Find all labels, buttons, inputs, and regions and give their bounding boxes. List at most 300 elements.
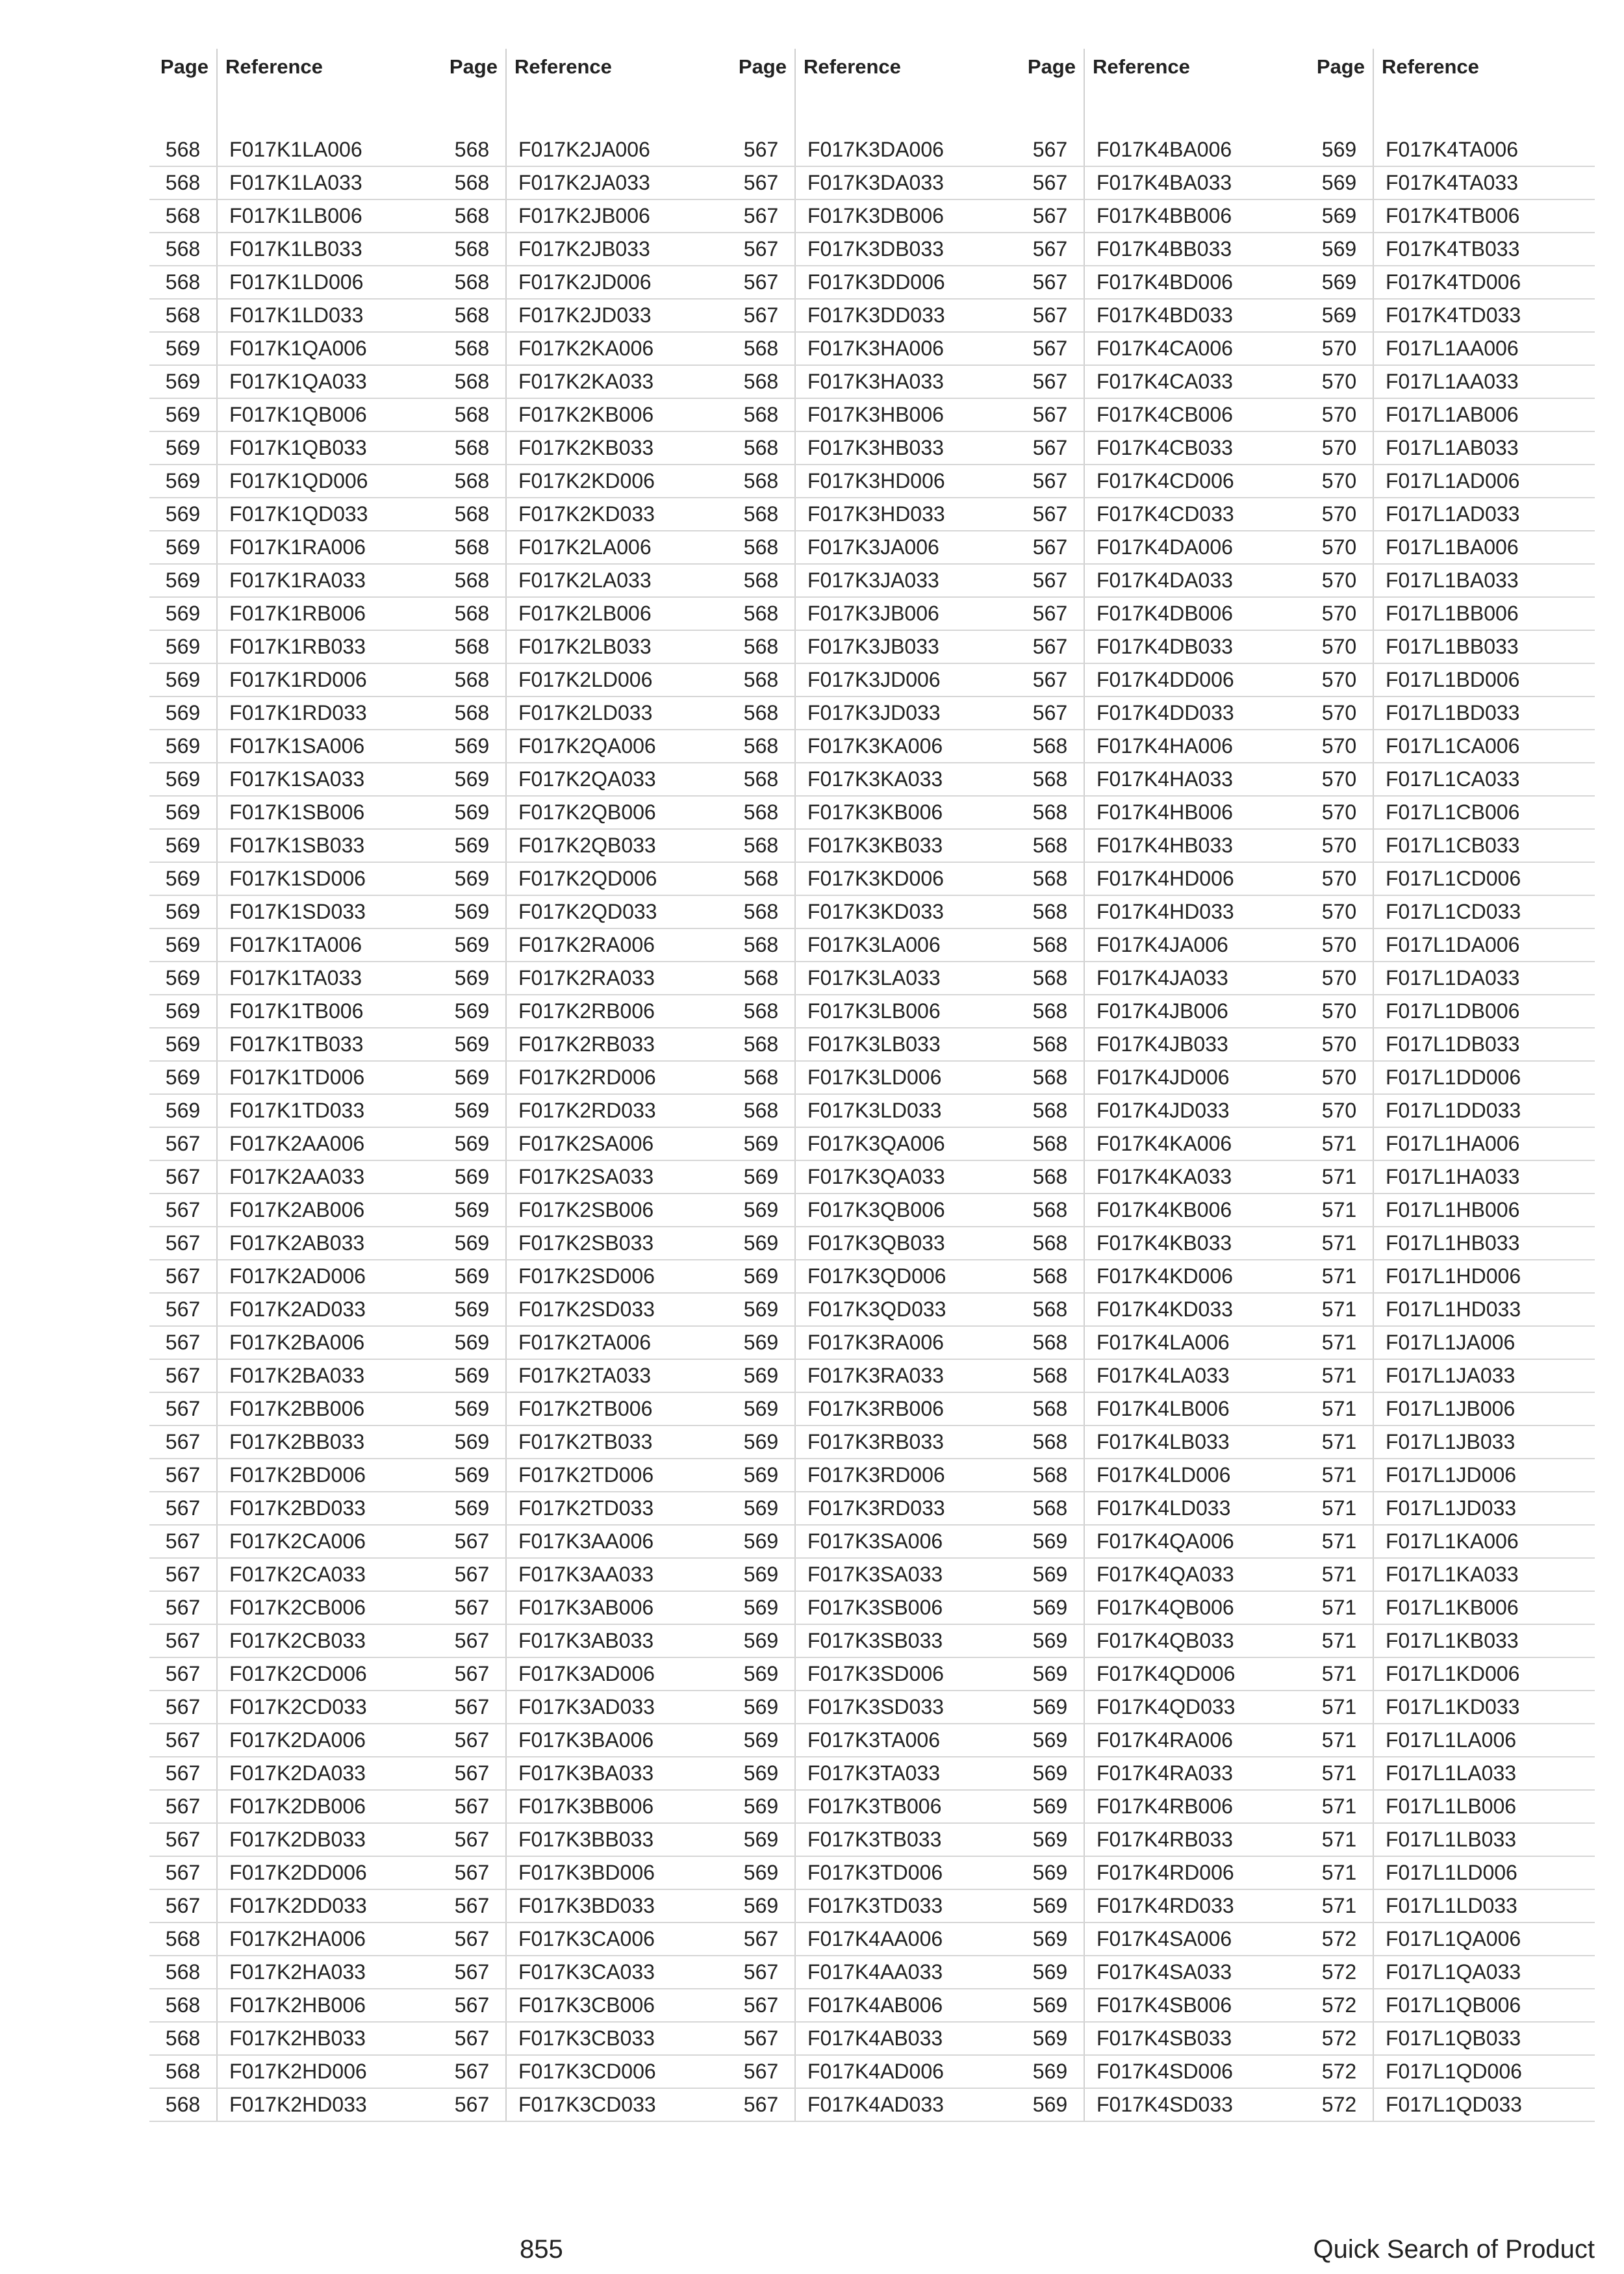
page-cell: 568 [1017, 1127, 1084, 1160]
table-row [149, 1989, 1595, 2022]
reference-cell: F017K3JD033 [795, 696, 1017, 730]
table-row [149, 730, 1595, 763]
table-row [149, 928, 1595, 962]
reference-cell: F017K3KA033 [795, 763, 1017, 796]
page-cell: 571 [1306, 1856, 1373, 1889]
page-cell: 568 [438, 597, 506, 630]
page-cell: 569 [728, 1657, 795, 1691]
reference-cell: F017L1BA033 [1373, 564, 1595, 597]
reference-cell: F017K2LB033 [506, 630, 728, 663]
reference-cell: F017K2AD006 [217, 1260, 438, 1293]
page-cell: 569 [1017, 2055, 1084, 2088]
table-row [149, 398, 1595, 431]
page-cell: 567 [1017, 564, 1084, 597]
reference-cell: F017K4JA033 [1084, 962, 1306, 995]
page-cell: 568 [1017, 1359, 1084, 1392]
page-cell: 567 [728, 233, 795, 266]
reference-cell: F017K2BB006 [217, 1392, 438, 1425]
page-cell: 567 [438, 1856, 506, 1889]
reference-cell: F017K4KA033 [1084, 1160, 1306, 1194]
page-cell: 567 [149, 1293, 217, 1326]
reference-cell: F017K2QA033 [506, 763, 728, 796]
reference-cell: F017K3DD006 [795, 266, 1017, 299]
reference-cell: F017L1KA033 [1373, 1558, 1595, 1591]
reference-cell: F017K1RA033 [217, 564, 438, 597]
reference-cell: F017K3TB033 [795, 1823, 1017, 1856]
reference-cell: F017L1LB006 [1373, 1790, 1595, 1823]
reference-cell: F017K2KD006 [506, 465, 728, 498]
page-cell: 572 [1306, 1956, 1373, 1989]
reference-cell: F017L1LD033 [1373, 1889, 1595, 1923]
reference-cell: F017K1RB033 [217, 630, 438, 663]
page-cell: 569 [1306, 233, 1373, 266]
reference-cell: F017K1LD033 [217, 299, 438, 332]
reference-cell: F017K3CB033 [506, 2022, 728, 2055]
reference-cell: F017K4CB006 [1084, 398, 1306, 431]
page-cell: 568 [438, 564, 506, 597]
page-cell: 567 [728, 133, 795, 166]
reference-cell: F017K1QA033 [217, 365, 438, 398]
page-cell: 569 [728, 1823, 795, 1856]
table-row [149, 2088, 1595, 2121]
reference-cell: F017K2KA006 [506, 332, 728, 365]
table-row [149, 663, 1595, 696]
page-cell: 570 [1306, 696, 1373, 730]
page-cell: 568 [438, 365, 506, 398]
reference-cell: F017K4HB033 [1084, 829, 1306, 862]
page-cell: 570 [1306, 796, 1373, 829]
page-cell: 567 [438, 1691, 506, 1724]
reference-cell: F017K2BD006 [217, 1459, 438, 1492]
reference-cell: F017L1LD006 [1373, 1856, 1595, 1889]
page-cell: 572 [1306, 2088, 1373, 2121]
reference-cell: F017L1JA006 [1373, 1326, 1595, 1359]
reference-cell: F017L1BB033 [1373, 630, 1595, 663]
page-cell: 568 [1017, 1459, 1084, 1492]
reference-cell: F017L1BD006 [1373, 663, 1595, 696]
page-cell: 568 [438, 663, 506, 696]
reference-cell: F017L1KD006 [1373, 1657, 1595, 1691]
page-cell: 570 [1306, 928, 1373, 962]
page-cell: 567 [438, 1923, 506, 1956]
page-cell: 569 [438, 895, 506, 928]
page-cell: 569 [1017, 1856, 1084, 1889]
page-cell: 567 [149, 1459, 217, 1492]
reference-cell: F017K2LA033 [506, 564, 728, 597]
reference-cell: F017K4DA006 [1084, 531, 1306, 564]
page-cell: 569 [1017, 1558, 1084, 1591]
reference-cell: F017K4DB006 [1084, 597, 1306, 630]
page-cell: 571 [1306, 1724, 1373, 1757]
page-cell: 568 [438, 498, 506, 531]
table-row [149, 365, 1595, 398]
page-cell: 568 [728, 928, 795, 962]
page-cell: 569 [438, 730, 506, 763]
reference-cell: F017K2RB033 [506, 1028, 728, 1061]
reference-cell: F017K4LD033 [1084, 1492, 1306, 1525]
page-cell: 569 [728, 1260, 795, 1293]
page-cell: 569 [728, 1293, 795, 1326]
page-cell: 569 [728, 1425, 795, 1459]
page-cell: 567 [728, 2055, 795, 2088]
reference-cell: F017K2SB006 [506, 1194, 728, 1227]
page-cell: 567 [728, 1989, 795, 2022]
page-cell: 567 [149, 1160, 217, 1194]
reference-cell: F017K1LB033 [217, 233, 438, 266]
page-cell: 569 [1017, 1823, 1084, 1856]
reference-column-header: Reference [1373, 49, 1595, 133]
page-cell: 568 [728, 829, 795, 862]
table-row [149, 1094, 1595, 1127]
reference-cell: F017K2LB006 [506, 597, 728, 630]
reference-cell: F017K3HB033 [795, 431, 1017, 465]
reference-cell: F017K2DD033 [217, 1889, 438, 1923]
page-cell: 567 [438, 1956, 506, 1989]
page-cell: 567 [1017, 332, 1084, 365]
page-cell: 567 [149, 1856, 217, 1889]
table-row [149, 1757, 1595, 1790]
reference-cell: F017K4QA033 [1084, 1558, 1306, 1591]
page-cell: 569 [149, 730, 217, 763]
page-column-header: Page [1316, 55, 1365, 78]
page-column-header: Page [160, 55, 209, 78]
page-cell: 571 [1306, 1459, 1373, 1492]
page-cell: 567 [149, 1326, 217, 1359]
page-cell: 570 [1306, 630, 1373, 663]
page-cell: 569 [438, 1160, 506, 1194]
page-cell: 568 [1017, 796, 1084, 829]
page-cell: 569 [149, 465, 217, 498]
table-row [149, 1856, 1595, 1889]
reference-cell: F017K3QD033 [795, 1293, 1017, 1326]
reference-cell: F017K3SB006 [795, 1591, 1017, 1624]
reference-cell: F017K3QB033 [795, 1227, 1017, 1260]
reference-cell: F017K2KD033 [506, 498, 728, 531]
page-cell: 569 [149, 1028, 217, 1061]
reference-cell: F017L1CD033 [1373, 895, 1595, 928]
reference-cell: F017K2JA006 [506, 133, 728, 166]
table-row [149, 1359, 1595, 1392]
page-cell: 567 [438, 2055, 506, 2088]
page-cell: 567 [1017, 498, 1084, 531]
reference-cell: F017K2CB033 [217, 1624, 438, 1657]
page-cell: 569 [728, 1127, 795, 1160]
page-cell: 572 [1306, 2055, 1373, 2088]
page-cell: 569 [438, 862, 506, 895]
page-cell: 567 [149, 1127, 217, 1160]
page-cell: 567 [438, 1591, 506, 1624]
reference-cell: F017K2BA006 [217, 1326, 438, 1359]
reference-cell: F017K4QB033 [1084, 1624, 1306, 1657]
reference-cell: F017K2JD033 [506, 299, 728, 332]
page-cell: 567 [149, 1492, 217, 1525]
reference-cell: F017K4TB033 [1373, 233, 1595, 266]
reference-cell: F017K1QB006 [217, 398, 438, 431]
page-cell: 568 [438, 630, 506, 663]
reference-cell: F017K2QB033 [506, 829, 728, 862]
page-cell: 568 [728, 630, 795, 663]
page-cell: 567 [149, 1691, 217, 1724]
reference-cell: F017K4TD006 [1373, 266, 1595, 299]
page-cell: 569 [149, 928, 217, 962]
reference-cell: F017K4HA006 [1084, 730, 1306, 763]
page-cell: 567 [149, 1657, 217, 1691]
page-cell: 567 [728, 2022, 795, 2055]
reference-cell: F017K3QA033 [795, 1160, 1017, 1194]
reference-cell: F017K4HD033 [1084, 895, 1306, 928]
table-row [149, 1956, 1595, 1989]
page-cell: 569 [728, 1359, 795, 1392]
reference-cell: F017K3HA033 [795, 365, 1017, 398]
page-column-header: Page [449, 55, 498, 78]
table-row [149, 1724, 1595, 1757]
table-row [149, 1127, 1595, 1160]
page-cell: 572 [1306, 1989, 1373, 2022]
page-cell: 570 [1306, 862, 1373, 895]
page-cell: 569 [438, 763, 506, 796]
page-cell: 568 [1017, 1160, 1084, 1194]
page-cell: 568 [1017, 1094, 1084, 1127]
reference-cell: F017K2TD033 [506, 1492, 728, 1525]
table-row [149, 1459, 1595, 1492]
page-cell: 569 [728, 1624, 795, 1657]
page-cell: 569 [438, 1127, 506, 1160]
page-cell: 567 [728, 266, 795, 299]
page-cell: 568 [149, 2088, 217, 2121]
table-row [149, 829, 1595, 862]
page-cell: 570 [1306, 498, 1373, 531]
reference-cell: F017L1CA033 [1373, 763, 1595, 796]
reference-cell: F017K1SA006 [217, 730, 438, 763]
page-cell: 569 [728, 1790, 795, 1823]
reference-cell: F017L1CD006 [1373, 862, 1595, 895]
reference-cell: F017K4SD033 [1084, 2088, 1306, 2121]
reference-cell: F017K3AD006 [506, 1657, 728, 1691]
page-cell: 568 [149, 2055, 217, 2088]
reference-cell: F017K2DA033 [217, 1757, 438, 1790]
reference-cell: F017K4SD006 [1084, 2055, 1306, 2088]
page-cell: 567 [1017, 266, 1084, 299]
page-cell: 569 [438, 1459, 506, 1492]
page-cell: 570 [1306, 995, 1373, 1028]
reference-cell: F017K3LB033 [795, 1028, 1017, 1061]
reference-cell: F017K3RD006 [795, 1459, 1017, 1492]
page-cell: 569 [1017, 1691, 1084, 1724]
table-row [149, 1425, 1595, 1459]
reference-cell: F017K1RA006 [217, 531, 438, 564]
table-row [149, 431, 1595, 465]
reference-cell: F017K4AB033 [795, 2022, 1017, 2055]
table-row [149, 465, 1595, 498]
table-row [149, 1657, 1595, 1691]
page-cell: 569 [1017, 1724, 1084, 1757]
table-row [149, 630, 1595, 663]
page-cell: 567 [438, 1657, 506, 1691]
page-cell: 567 [1017, 597, 1084, 630]
page-cell: 569 [438, 1392, 506, 1425]
reference-cell: F017K4QD033 [1084, 1691, 1306, 1724]
reference-table [149, 49, 1595, 2122]
page-cell: 569 [1306, 133, 1373, 166]
page-cell: 568 [1017, 895, 1084, 928]
table-row [149, 995, 1595, 1028]
reference-cell: F017K2HB033 [217, 2022, 438, 2055]
page-cell: 569 [438, 1293, 506, 1326]
reference-cell: F017K3AA006 [506, 1525, 728, 1558]
reference-index [149, 49, 1595, 2122]
reference-cell: F017K3LB006 [795, 995, 1017, 1028]
page-cell: 569 [149, 332, 217, 365]
reference-cell: F017K2TB006 [506, 1392, 728, 1425]
page-cell: 569 [438, 1425, 506, 1459]
page-cell: 571 [1306, 1127, 1373, 1160]
reference-cell: F017L1JB006 [1373, 1392, 1595, 1425]
reference-cell: F017K2QD033 [506, 895, 728, 928]
reference-cell: F017K1LA033 [217, 166, 438, 199]
page-cell: 568 [1017, 1227, 1084, 1260]
reference-cell: F017L1DB033 [1373, 1028, 1595, 1061]
table-row [149, 299, 1595, 332]
reference-cell: F017L1HA033 [1373, 1160, 1595, 1194]
page-cell: 567 [728, 1923, 795, 1956]
reference-cell: F017K2SB033 [506, 1227, 728, 1260]
table-row [149, 266, 1595, 299]
page-cell: 567 [1017, 531, 1084, 564]
reference-cell: F017K4QD006 [1084, 1657, 1306, 1691]
reference-cell: F017K3TB006 [795, 1790, 1017, 1823]
reference-cell: F017K4LA033 [1084, 1359, 1306, 1392]
page-cell: 567 [1017, 233, 1084, 266]
page-cell: 568 [149, 266, 217, 299]
page-cell: 569 [438, 928, 506, 962]
page-cell: 569 [149, 431, 217, 465]
table-row [149, 597, 1595, 630]
page-cell: 568 [438, 531, 506, 564]
page-cell: 570 [1306, 730, 1373, 763]
reference-cell: F017K4RD033 [1084, 1889, 1306, 1923]
reference-cell: F017K2DA006 [217, 1724, 438, 1757]
page-cell: 569 [728, 1691, 795, 1724]
reference-cell: F017L1AD033 [1373, 498, 1595, 531]
reference-cell: F017K3HA006 [795, 332, 1017, 365]
table-row [149, 1624, 1595, 1657]
page-cell: 569 [438, 995, 506, 1028]
table-row [149, 531, 1595, 564]
page-cell: 571 [1306, 1293, 1373, 1326]
page-cell: 569 [1017, 2088, 1084, 2121]
reference-cell: F017K4DD033 [1084, 696, 1306, 730]
page-cell: 568 [1017, 1392, 1084, 1425]
reference-cell: F017K1TB033 [217, 1028, 438, 1061]
page-cell: 569 [149, 531, 217, 564]
reference-cell: F017K3AB006 [506, 1591, 728, 1624]
page-cell: 568 [1017, 1293, 1084, 1326]
reference-cell: F017K2BD033 [217, 1492, 438, 1525]
reference-cell: F017K2LA006 [506, 531, 728, 564]
page-cell: 569 [728, 1724, 795, 1757]
reference-cell: F017K3CD006 [506, 2055, 728, 2088]
page-cell: 567 [149, 1525, 217, 1558]
table-row [149, 696, 1595, 730]
page-cell: 567 [728, 1956, 795, 1989]
reference-cell: F017K1QB033 [217, 431, 438, 465]
page-cell: 567 [149, 1227, 217, 1260]
page-cell: 568 [1017, 1260, 1084, 1293]
page-cell: 571 [1306, 1194, 1373, 1227]
page-cell: 569 [438, 962, 506, 995]
reference-cell: F017K4SA033 [1084, 1956, 1306, 1989]
page-cell: 568 [728, 663, 795, 696]
reference-cell: F017L1BB006 [1373, 597, 1595, 630]
page-cell: 571 [1306, 1492, 1373, 1525]
page-cell: 567 [1017, 696, 1084, 730]
table-row [149, 498, 1595, 531]
reference-cell: F017K1QA006 [217, 332, 438, 365]
page-cell: 567 [1017, 133, 1084, 166]
reference-cell: F017K3LD006 [795, 1061, 1017, 1094]
page-cell: 567 [438, 1989, 506, 2022]
page-cell: 568 [728, 1094, 795, 1127]
page-cell: 569 [149, 398, 217, 431]
page-cell: 569 [1306, 199, 1373, 233]
page-cell: 568 [1017, 1326, 1084, 1359]
reference-cell: F017K2JB033 [506, 233, 728, 266]
reference-cell: F017K2HB006 [217, 1989, 438, 2022]
page-cell: 568 [149, 233, 217, 266]
table-row [149, 1790, 1595, 1823]
page-cell: 568 [438, 199, 506, 233]
page-cell: 567 [149, 1425, 217, 1459]
reference-cell: F017K4RD006 [1084, 1856, 1306, 1889]
page-cell: 568 [438, 465, 506, 498]
page-cell: 569 [149, 763, 217, 796]
page-cell: 568 [1017, 1028, 1084, 1061]
page-cell: 571 [1306, 1260, 1373, 1293]
reference-cell: F017K4CD033 [1084, 498, 1306, 531]
reference-cell: F017K4JD033 [1084, 1094, 1306, 1127]
reference-cell: F017K3SB033 [795, 1624, 1017, 1657]
reference-cell: F017K4BA006 [1084, 133, 1306, 166]
reference-cell: F017K2HD033 [217, 2088, 438, 2121]
reference-cell: F017K3BB033 [506, 1823, 728, 1856]
page-cell: 568 [728, 730, 795, 763]
reference-cell: F017L1HD006 [1373, 1260, 1595, 1293]
reference-cell: F017K2LD033 [506, 696, 728, 730]
page-cell: 567 [438, 1624, 506, 1657]
footer-page-number: 855 [520, 2235, 563, 2264]
page-cell: 567 [438, 1724, 506, 1757]
reference-cell: F017K2AB033 [217, 1227, 438, 1260]
page-cell: 569 [438, 1194, 506, 1227]
page-cell: 569 [1017, 1956, 1084, 1989]
table-row [149, 1889, 1595, 1923]
page-cell: 571 [1306, 1160, 1373, 1194]
reference-cell: F017L1AA033 [1373, 365, 1595, 398]
page-cell: 568 [1017, 829, 1084, 862]
reference-cell: F017K4DA033 [1084, 564, 1306, 597]
reference-cell: F017K3BB006 [506, 1790, 728, 1823]
table-row [149, 166, 1595, 199]
page-cell: 568 [728, 498, 795, 531]
reference-cell: F017K4TD033 [1373, 299, 1595, 332]
reference-cell: F017K3SA033 [795, 1558, 1017, 1591]
page-cell: 569 [149, 796, 217, 829]
page-cell: 568 [438, 166, 506, 199]
reference-cell: F017L1QB033 [1373, 2022, 1595, 2055]
page-cell: 571 [1306, 1392, 1373, 1425]
reference-cell: F017K3CA033 [506, 1956, 728, 1989]
page-cell: 570 [1306, 465, 1373, 498]
